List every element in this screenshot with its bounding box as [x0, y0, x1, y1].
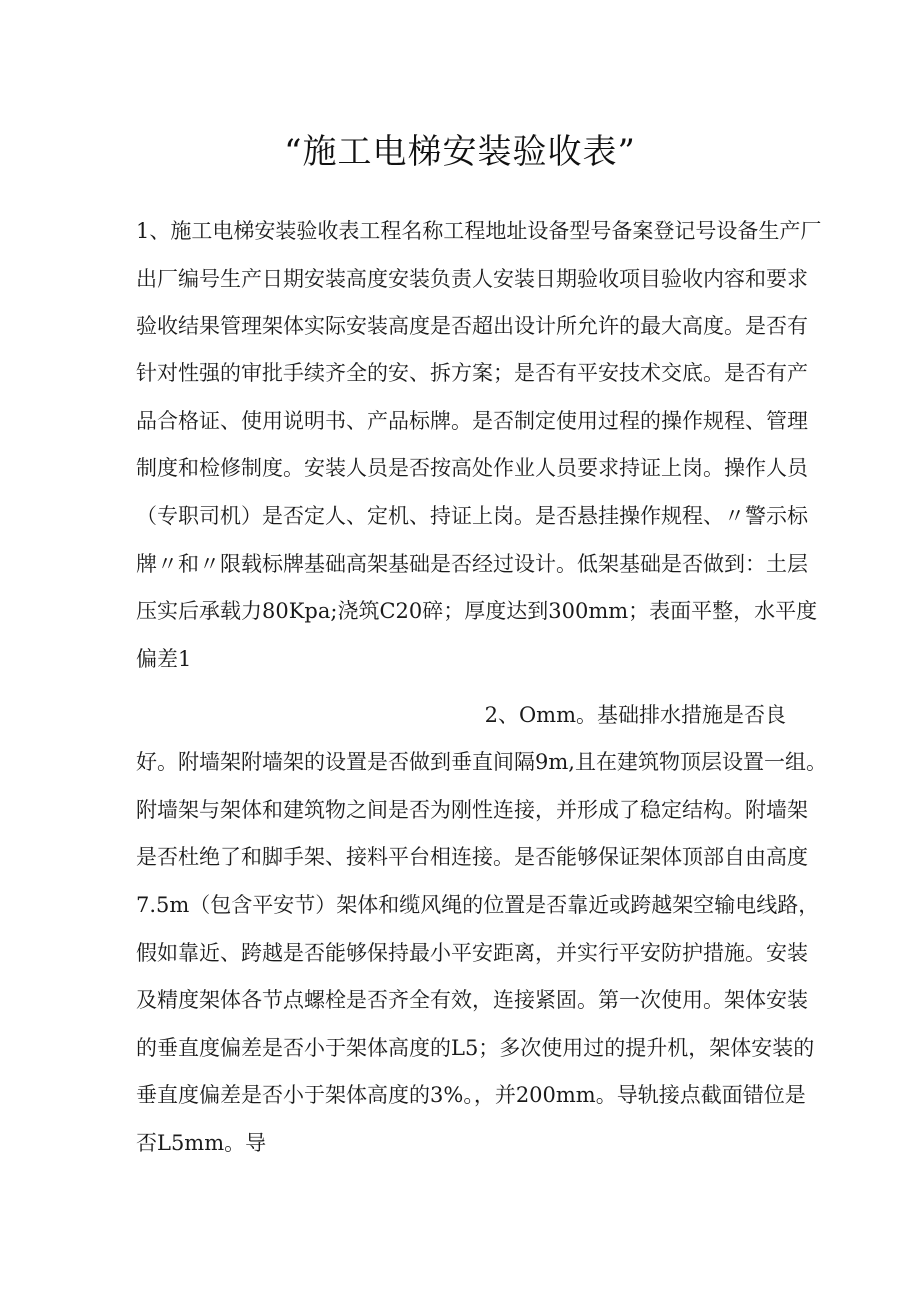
paragraph-line: 出厂编号生产日期安装高度安装负责人安装日期验收项目验收内容和要求	[136, 267, 808, 291]
paragraph-line: 品合格证、使用说明书、产品标牌。是否制定使用过程的操作规程、管理	[136, 409, 808, 433]
paragraph-line: 好。附墙架附墙架的设置是否做到垂直间隔9m,且在建筑物顶层设置一组。	[136, 750, 827, 774]
paragraph-line: （专职司机）是否定人、定机、持证上岗。是否悬挂操作规程、〃警示标	[136, 504, 808, 528]
section-2-heading-line: 2、Omm。基础排水措施是否良	[484, 703, 786, 727]
paragraph-line: 7.5m（包含平安节）架体和缆风绳的位置是否靠近或跨越架空输电线路，	[136, 893, 820, 917]
document-title: “施工电梯安装验收表”	[284, 132, 636, 172]
paragraph-line: 垂直度偏差是否小于架体高度的3%。，并200mm。导轨接点截面错位是	[136, 1083, 806, 1107]
paragraph-line: 牌〃和〃限载标牌基础高架基础是否经过设计。低架基础是否做到：土层	[136, 552, 808, 576]
paragraph-line: 附墙架与架体和建筑物之间是否为刚性连接，并形成了稳定结构。附墙架	[136, 798, 808, 822]
paragraph-line: 制度和检修制度。安装人员是否按高处作业人员要求持证上岗。操作人员	[136, 456, 808, 480]
paragraph-line: 压实后承载力80Kpa;浇筑C20碎；厚度达到300mm；表面平整，水平度	[136, 599, 818, 623]
paragraph-line: 的垂直度偏差是否小于架体高度的L5；多次使用过的提升机，架体安装的	[136, 1036, 815, 1060]
paragraph-line: 偏差1	[136, 647, 192, 671]
paragraph-line: 是否杜绝了和脚手架、接料平台相连接。是否能够保证架体顶部自由高度	[136, 845, 808, 869]
paragraph-line: 及精度架体各节点螺栓是否齐全有效，连接紧固。第一次使用。架体安装	[136, 988, 808, 1012]
paragraph-line: 否L5mm。导	[136, 1131, 267, 1155]
paragraph-line: 针对性强的审批手续齐全的安、拆方案；是否有平安技术交底。是否有产	[136, 361, 808, 385]
paragraph-line: 验收结果管理架体实际安装高度是否超出设计所允许的最大高度。是否有	[136, 314, 808, 338]
paragraph-line: 假如靠近、跨越是否能够保持最小平安距离，并实行平安防护措施。安装	[136, 941, 808, 965]
paragraph-line: 1、施工电梯安装验收表工程名称工程地址设备型号备案登记号设备生产厂	[136, 219, 822, 243]
